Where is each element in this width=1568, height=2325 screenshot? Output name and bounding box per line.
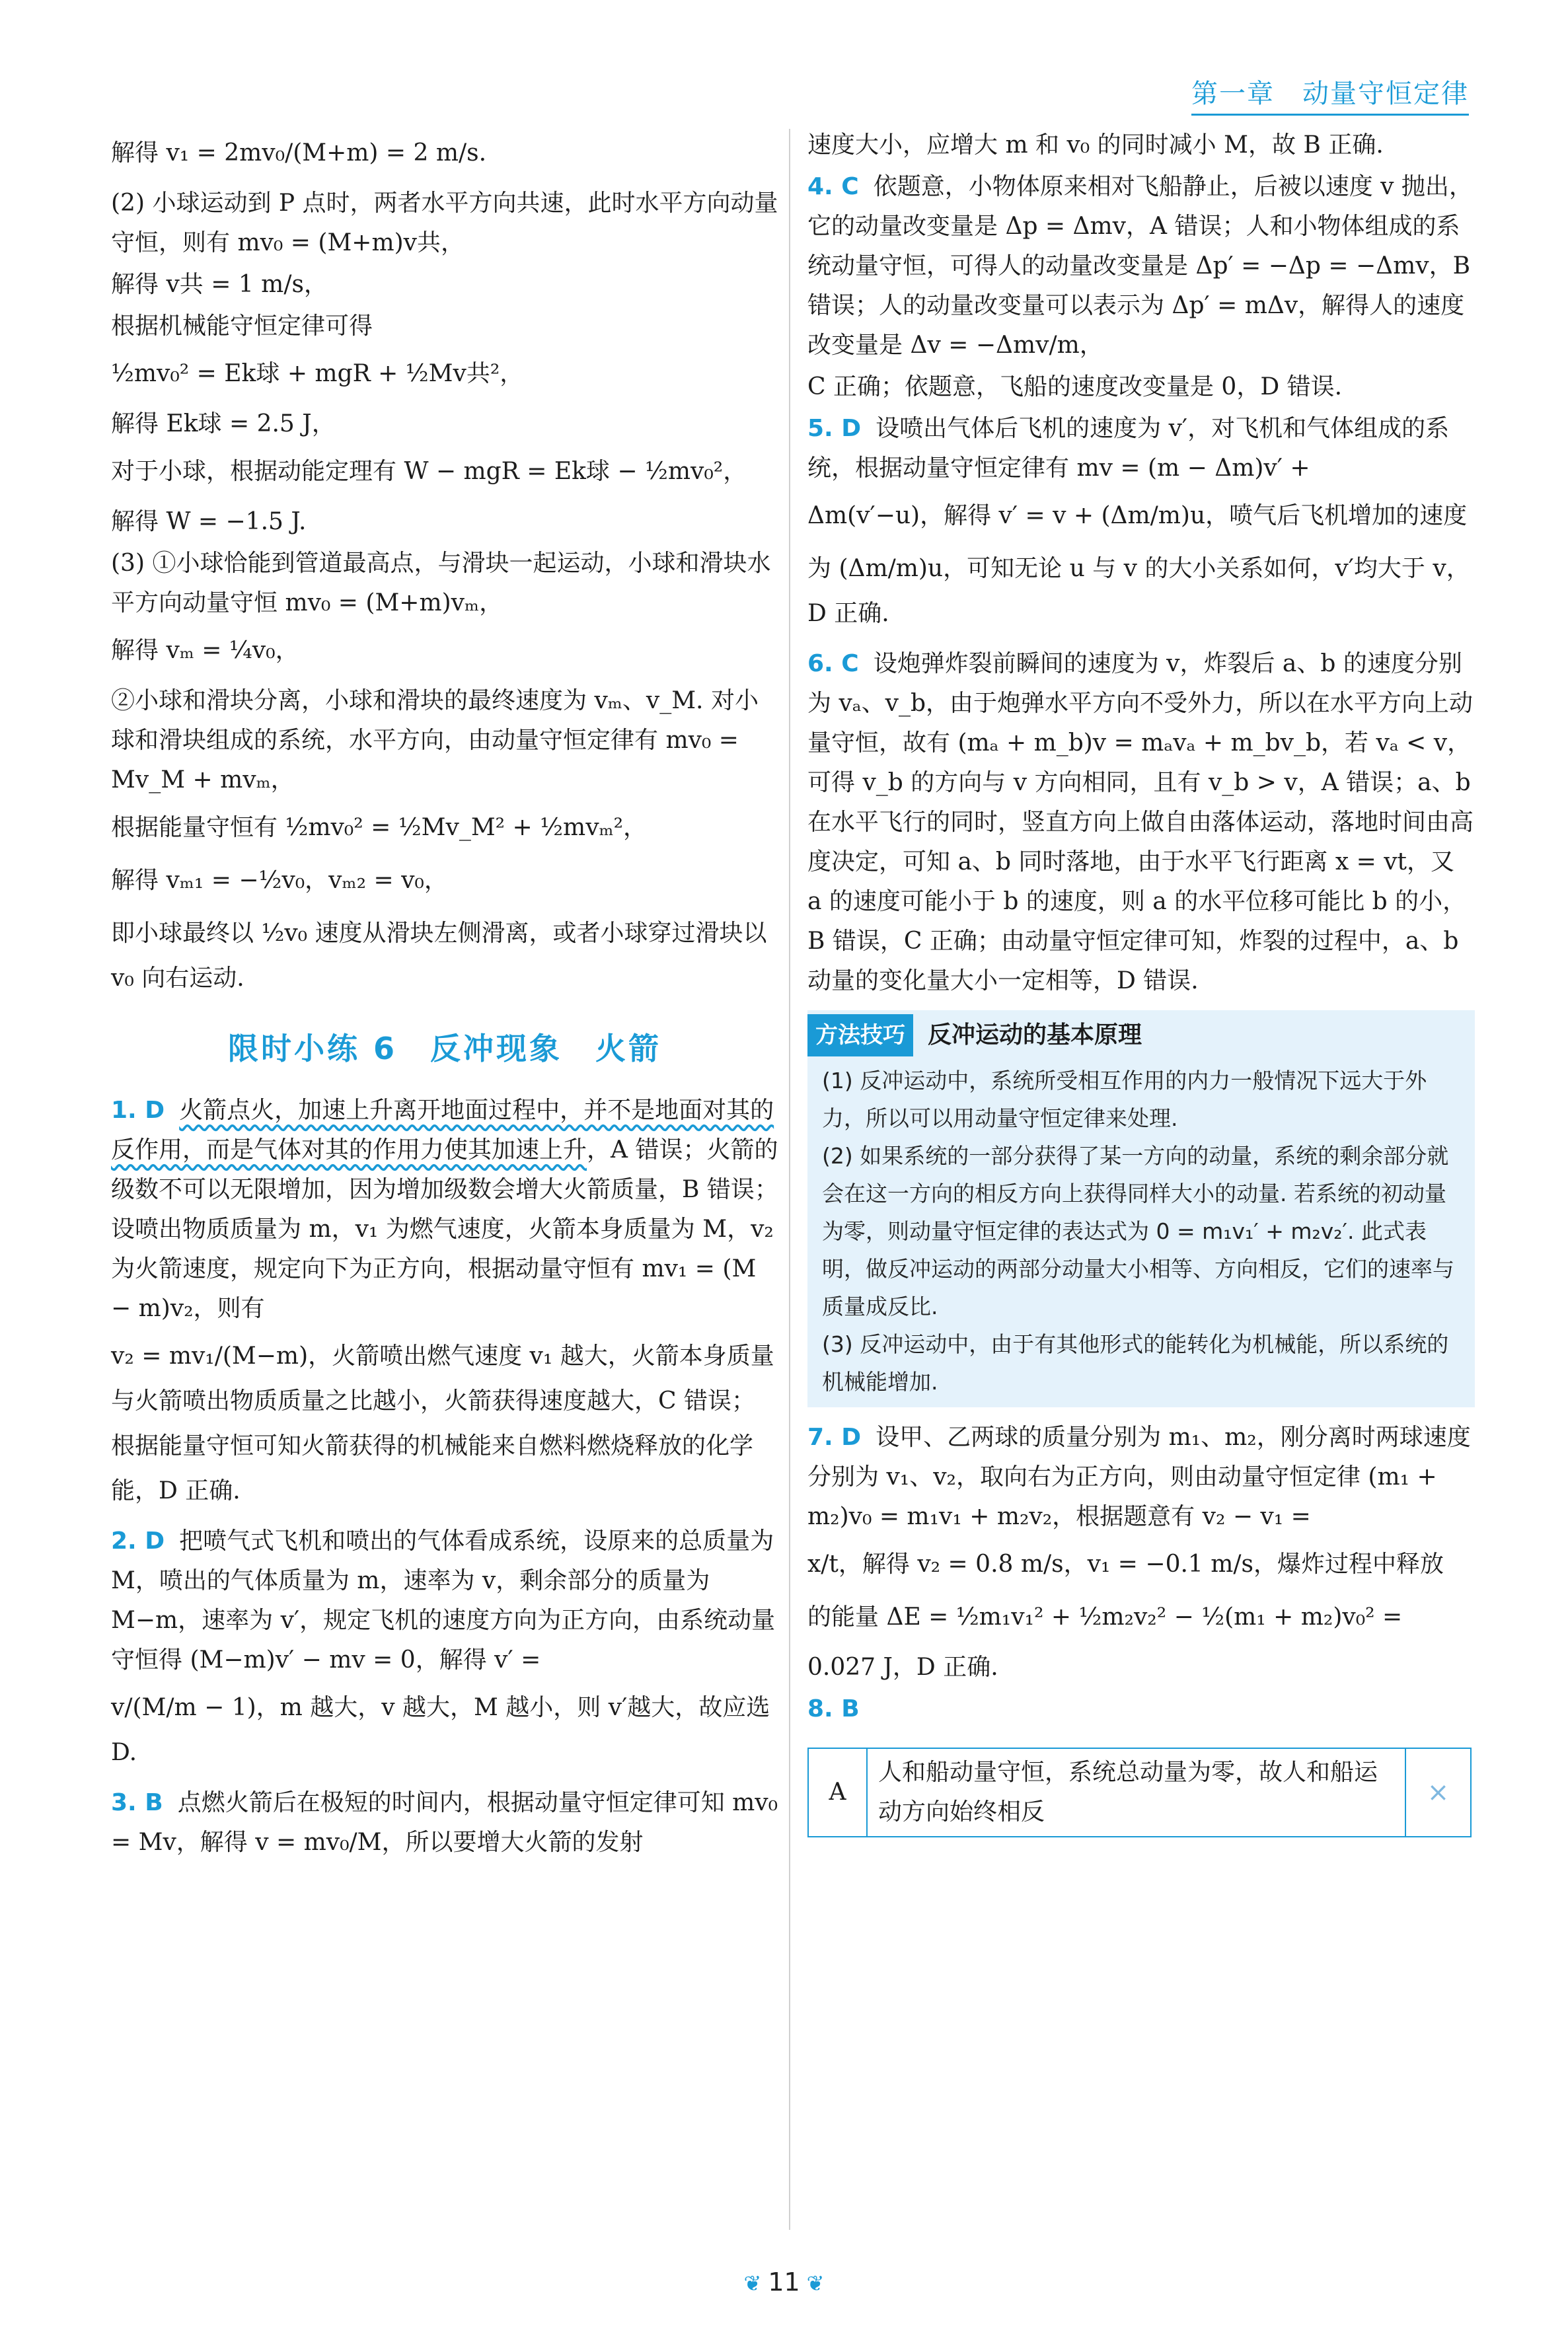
solution-line: (3) ①小球恰能到管道最高点，与滑块一起运动，小球和滑块水平方向动量守恒 mv₀ = (M+m)vₘ， bbox=[111, 550, 771, 616]
answer-number: 3. B bbox=[111, 1789, 163, 1816]
answer-text: 点燃火箭后在极短的时间内，根据动量守恒定律可知 mv₀ = Mv，解得 v = mv₀/M，所以要增大火箭的发射 bbox=[111, 1789, 778, 1856]
underlined-text: 火箭点火，加速上升离开地面过程中，并不是地面对其的反作用，而是气体对其的作用力使其加速上升 bbox=[111, 1097, 774, 1163]
answer-text: 设喷出气体后飞机的速度为 v′，对飞机和气体组成的系统，根据动量守恒定律有 mv = (m − Δm)v′ + bbox=[807, 415, 1450, 482]
answer-number: 5. D bbox=[807, 415, 862, 442]
cross-icon: × bbox=[1405, 1748, 1471, 1837]
column-divider bbox=[789, 129, 790, 2230]
answer-text: 依题意，小物体原来相对飞船静止，后被以速度 v 抛出，它的动量改变量是 Δp = Δmv，A 错误；人和小物体组成的系统动量守恒，可得人的动量改变量是 Δp′ = −Δp = −Δmv，B 错误；人的动量改变量可以表示为 Δp′ = mΔv，解得人的速度改变量是 Δv = −Δmv/m， bbox=[807, 173, 1473, 359]
leaf-icon: ❦ bbox=[743, 2271, 762, 2296]
answer-text: C 正确；依题意，飞船的速度改变量是 0，D 错误. bbox=[807, 373, 1343, 400]
solution-line: 解得 W = −1.5 J. bbox=[111, 508, 307, 535]
answer-text: 为 (Δm/m)u，可知无论 u 与 v 的大小关系如何，v′均大于 v，D 正确. bbox=[807, 555, 1470, 627]
answer-text: 把喷气式飞机和喷出的气体看成系统，设原来的总质量为 M，喷出的气体质量为 m，速率为 v，剩余部分的质量为 M−m，速率为 v′，规定飞机的速度方向为正方向，由系统动量守恒得 (M−m)v′ − mv = 0，解得 v′ = bbox=[111, 1528, 776, 1674]
answer-text: 速度大小，应增大 m 和 v₀ 的同时减小 M，故 B 正确. bbox=[807, 131, 1384, 159]
table-row bbox=[808, 1748, 1471, 1837]
answer-text: v₂ = mv₁/(M−m)，火箭喷出燃气速度 v₁ 越大，火箭本身质量与火箭喷出物质质量之比越小，火箭获得速度越大，C 错误；根据能量守恒可知火箭获得的机械能来自燃料燃烧释放的化学能，D 正确. bbox=[111, 1343, 774, 1504]
right-column bbox=[807, 126, 1475, 1837]
answer-number: 7. D bbox=[807, 1424, 862, 1451]
answer-text: ，A 错误；火箭的级数不可以无限增加，因为增加级数会增大火箭质量，B 错误；设喷出物质质量为 m，v₁ 为燃气速度，火箭本身质量为 M，v₂ 为火箭速度，规定向下为正方向，根据动量守恒有 mv₁ = (M − m)v₂，则有 bbox=[111, 1136, 778, 1322]
answer-4 bbox=[807, 167, 1475, 407]
answer-text: v/(M/m − 1)，m 越大，v 越大，M 越小，则 v′越大，故应选 D. bbox=[111, 1694, 770, 1766]
leaf-icon: ❦ bbox=[806, 2271, 825, 2296]
option-text: 人和船动量守恒，系统总动量为零，故人和船运动方向始终相反 bbox=[867, 1748, 1405, 1837]
answer-number: 1. D bbox=[111, 1097, 165, 1124]
solution-line: 解得 Ek球 = 2.5 J， bbox=[111, 410, 336, 437]
tip-title: 反冲运动的基本原理 bbox=[928, 1021, 1142, 1049]
solution-line: 解得 v₁ = 2mv₀/(M+m) = 2 m/s. bbox=[111, 139, 487, 166]
answer-6 bbox=[807, 644, 1475, 1001]
answer-text: 的能量 ΔE = ½m₁v₁² + ½m₂v₂² − ½(m₁ + m₂)v₀² = bbox=[807, 1604, 1403, 1631]
answer-3 bbox=[111, 1783, 778, 1863]
method-tip-box bbox=[807, 1010, 1475, 1407]
answer-text: 设甲、乙两球的质量分别为 m₁、m₂，刚分离时两球速度分别为 v₁、v₂，取向右为正方向，则由动量守恒定律 (m₁ + m₂)v₀ = m₁v₁ + m₂v₂，根据题意有 v₂ − v₁ = bbox=[807, 1424, 1471, 1530]
left-column bbox=[111, 126, 778, 1864]
solution-line: (2) 小球运动到 P 点时，两者水平方向共速，此时水平方向动量守恒，则有 mv₀ = (M+m)v共， bbox=[111, 190, 778, 256]
solution-line: 解得 v共 = 1 m/s， bbox=[111, 271, 328, 298]
answer-text: 0.027 J，D 正确. bbox=[807, 1654, 998, 1681]
solution-line: 根据能量守恒有 ½mv₀² = ½Mv_M² + ½mvₘ²， bbox=[111, 814, 648, 841]
solution-line: 即小球最终以 ½v₀ 速度从滑块左侧滑离，或者小球穿过滑块以 v₀ 向右运动. bbox=[111, 920, 767, 992]
solution-line: 根据机械能守恒定律可得 bbox=[111, 313, 373, 340]
answer-2 bbox=[111, 1522, 778, 1775]
tip-item: (1) 反冲运动中，系统所受相互作用的内力一般情况下远大于外力，所以可以用动量守恒定律来处理. bbox=[822, 1068, 1427, 1131]
answer-number: 8. B bbox=[807, 1695, 860, 1722]
answer-number: 6. C bbox=[807, 650, 859, 677]
solution-line: ②小球和滑块分离，小球和滑块的最终速度为 vₘ、v_M. 对小球和滑块组成的系统，水平方向，由动量守恒定律有 mv₀ = Mv_M + mvₘ， bbox=[111, 687, 759, 793]
answer-5 bbox=[807, 409, 1475, 636]
tip-item: (3) 反冲运动中，由于有其他形式的能转化为机械能，所以系统的机械能增加. bbox=[822, 1331, 1449, 1395]
page-footer bbox=[0, 2268, 1568, 2297]
solution-line: ½mv₀² = Ek球 + mgR + ½Mv共²， bbox=[111, 360, 524, 387]
tip-tag: 方法技巧 bbox=[807, 1014, 913, 1056]
option-letter: A bbox=[808, 1748, 867, 1837]
solution-line: 解得 vₘ = ¼v₀， bbox=[111, 637, 299, 664]
answer-1 bbox=[111, 1091, 778, 1514]
solution-line: 对于小球，根据动能定理有 W − mgR = Ek球 − ½mv₀²， bbox=[111, 458, 747, 485]
answer-7 bbox=[807, 1418, 1475, 1687]
answer-text: Δm(v′−u)，解得 v′ = v + (Δm/m)u，喷气后飞机增加的速度 bbox=[807, 502, 1468, 529]
solution-line: 解得 vₘ₁ = −½v₀，vₘ₂ = v₀， bbox=[111, 867, 448, 894]
answer-text: x/t，解得 v₂ = 0.8 m/s，v₁ = −0.1 m/s，爆炸过程中释放 bbox=[807, 1551, 1444, 1578]
answer-number: 2. D bbox=[111, 1528, 165, 1555]
section-title: 限时小练 6 反冲现象 火箭 bbox=[227, 1031, 662, 1066]
answer-number: 4. C bbox=[807, 173, 859, 200]
header-rule bbox=[1191, 114, 1469, 116]
page-number: 11 bbox=[768, 2268, 800, 2297]
answer-8 bbox=[807, 1689, 1475, 1837]
answer-text: 设炮弹炸裂前瞬间的速度为 v，炸裂后 a、b 的速度分别为 vₐ、v_b，由于炮弹水平方向不受外力，所以在水平方向上动量守恒，故有 (mₐ + m_b)v = mₐvₐ + m_bv_b，若 vₐ < v，可得 v_b 的方向与 v 方向相同，且有 v_b > v，A 错误；a、b 在水平飞行的同时，竖直方向上做自由落体运动，落地时间由高度决定，可知 a、b 同时落地，由于水平飞行距离 x = vt，又 a 的速度可能小于 b 的速度，则 a 的水平位移可能比 b 的小，B 错误，C 正确；由动量守恒定律可知，炸裂的过程中，a、b 动量的变化量大小一定相等，D 错误. bbox=[807, 650, 1474, 994]
tip-item: (2) 如果系统的一部分获得了某一方向的动量，系统的剩余部分就会在这一方向的相反方向上获得同样大小的动量. 若系统的初动量为零，则动量守恒定律的表达式为 0 = m₁v₁′ + m₂v₂′. 此式表明，做反冲运动的两部分动量大小相等、方向相反，它们的速率与质量成反比. bbox=[822, 1143, 1454, 1319]
chapter-title: 第一章 动量守恒定律 bbox=[1191, 79, 1469, 109]
option-table bbox=[807, 1748, 1472, 1837]
